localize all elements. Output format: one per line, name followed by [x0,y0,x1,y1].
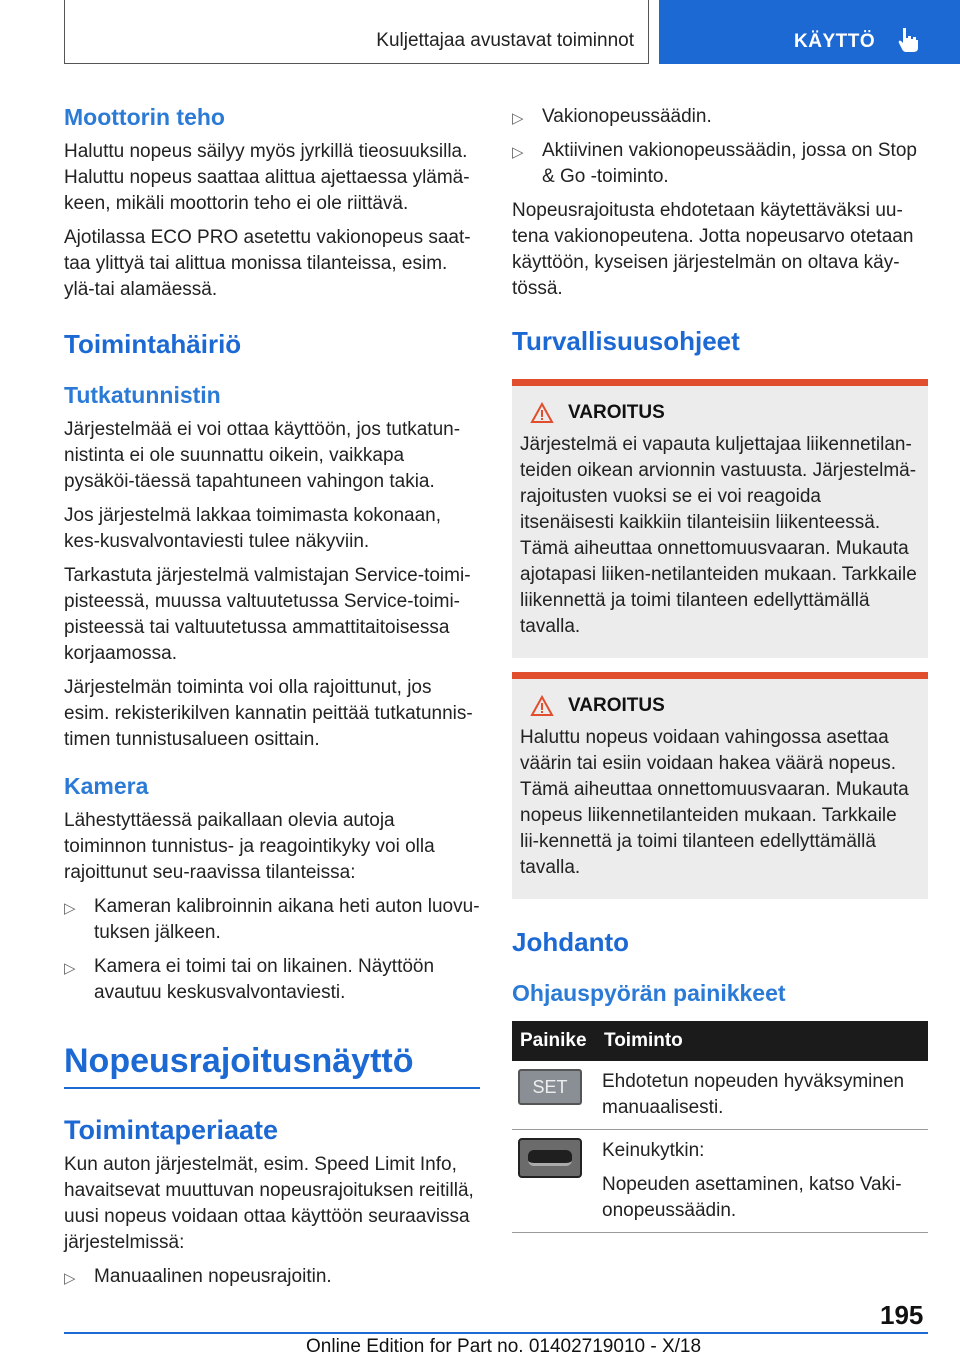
table-row [512,1061,928,1130]
paragraph: Järjestelmää ei voi ottaa käyttöön, jos tutkatun-nistinta ei ole suunnattu oikein, vaikkapa pysäköi-täessä tapahtuneen vahingon takia. [64,419,461,492]
list-item: ▷ Aktiivinen vakionopeussäädin, jossa on Stop & Go -toiminto. [512,140,917,187]
paragraph: Ajotilassa ECO PRO asetettu vakionopeus saat-taa ylittyä tai alittua monissa tilanteissa, esim. ylä-tai alamäessä. [64,227,471,300]
table-cell-text: Nopeuden asettaminen, katso Vaki-onopeussäädin. [602,1174,902,1221]
table-row [512,1130,928,1233]
heading-toimintaperiaate: Toimintaperiaate [64,1115,279,1145]
set-button-icon: SET [518,1069,582,1105]
warning-title: VAROITUS [568,695,665,716]
list-item: ▷ Kamera ei toimi tai on likainen. Näyttöön avautuu keskusvalvontaviesti. [64,956,435,1003]
bullet-triangle-icon: ▷ [512,144,524,161]
rocker-switch-icon [518,1138,582,1178]
right-column [512,100,928,1233]
page-number: 195 [880,1300,924,1330]
buttons-table [512,1021,928,1233]
left-column [64,100,480,1298]
table-header-row [512,1021,928,1061]
table-cell-text: Ehdotetun nopeuden hyväksyminen manuaalisesti. [602,1071,905,1118]
table-cell-text: Keinukytkin: [602,1140,705,1161]
paragraph: Tarkastuta järjestelmä valmistajan Service-toimi-pisteessä, muussa valtuutetussa Service-toimi-pisteessä tai valtuutetussa ammattitaitoisessa korjaamossa. [64,565,471,664]
heading-moottorin-teho: Moottorin teho [64,104,225,130]
paragraph: Kun auton järjestelmät, esim. Speed Limit Info, havaitsevat muuttuvan nopeusrajoituksen reitillä, uusi nopeus voidaan ottaa käyttöön seuraavissa järjestelmissä: [64,1154,474,1253]
paragraph: Nopeusrajoitusta ehdotetaan käytettäväksi uu-tena vakionopeutena. Jotta nopeusarvo otetaan käyttöön, kyseisen järjestelmän on oltava käy-tössä. [512,200,914,299]
paragraph: Lähestyttäessä paikallaan olevia autoja toiminnon tunnistus- ja reagointikyky voi olla rajoittunut seu-raavissa tilanteissa: [64,810,435,883]
heading-turvallisuusohjeet: Turvallisuusohjeet [512,326,740,356]
chapter-tab-label: KÄYTTÖ [794,31,876,52]
warning-text: Haluttu nopeus voidaan vahingossa asettaa väärin tai esiin voidaan hakea väärä nopeus. Tämä aiheuttaa onnettomuusvaaran. Mukauta nopeus liikennetilanteiden mukaan. Tarkkaile lii-kennettä ja toimi tilanteen edellyttämällä tavalla. [520,727,909,878]
bullet-triangle-icon: ▷ [64,960,76,977]
heading-johdanto: Johdanto [512,927,629,957]
warning-box [512,672,928,899]
heading-nopeusrajoitusnaytto: Nopeusrajoitusnäyttö [64,1042,480,1089]
pointing-hand-icon [896,26,922,52]
section-title: Kuljettajaa avustavat toiminnot [376,30,634,51]
heading-ohjauspyoran-painikkeet: Ohjauspyörän painikkeet [512,980,786,1006]
heading-kamera: Kamera [64,773,149,799]
warning-triangle-icon [530,402,554,424]
paragraph: Haluttu nopeus säilyy myös jyrkillä tieosuuksilla. Haluttu nopeus saattaa alittua ajettaessa ylämä-keen, mikäli moottorin teho ei ole riittävä. [64,141,470,214]
footer-divider [64,1332,928,1334]
list-item: ▷ Manuaalinen nopeusrajoitin. [64,1264,480,1290]
heading-toimintahairio: Toimintahäiriö [64,329,242,359]
paragraph: Järjestelmän toiminta voi olla rajoittunut, jos esim. rekisterikilven kannatin peittää tutkatunnis-timen tunnistusalueen osittain. [64,677,473,750]
bullet-triangle-icon: ▷ [64,900,76,917]
paragraph: Jos järjestelmä lakkaa toimimasta kokonaan, kes-kusvalvontaviesti tulee näkyviin. [64,505,442,552]
footer-edition: Online Edition for Part no. 01402719010 - X/18 [306,1336,702,1357]
warning-box [512,379,928,658]
warning-text: Järjestelmä ei vapauta kuljettajaa liikennetilan-teiden oikean arvionnin vastuusta. Järjestelmä-rajoitusten vuoksi se ei voi reagoida itsenäisesti kaikkiin tilanteisiin liikenteessä. Tämä aiheuttaa onnettomuusvaaran. Mukauta ajotapasi liiken-netilanteiden mukaan. Tarkkaile liikennettä ja toimi tilanteen edellyttämällä tavalla. [520,434,917,637]
header-section [64,0,649,64]
list-item: ▷ Kameran kalibroinnin aikana heti auton luovu-tuksen jälkeen. [64,896,480,943]
heading-tutkatunnistin: Tutkatunnistin [64,382,221,408]
warning-triangle-icon [530,695,554,717]
column-header-painike: Painike [512,1021,596,1061]
bullet-triangle-icon: ▷ [64,1270,76,1287]
chapter-tab[interactable] [659,0,960,64]
list-item: ▷ Vakionopeussäädin. [512,104,928,130]
bullet-triangle-icon: ▷ [512,110,524,127]
column-header-toiminto: Toiminto [596,1021,928,1061]
warning-title: VAROITUS [568,402,665,423]
